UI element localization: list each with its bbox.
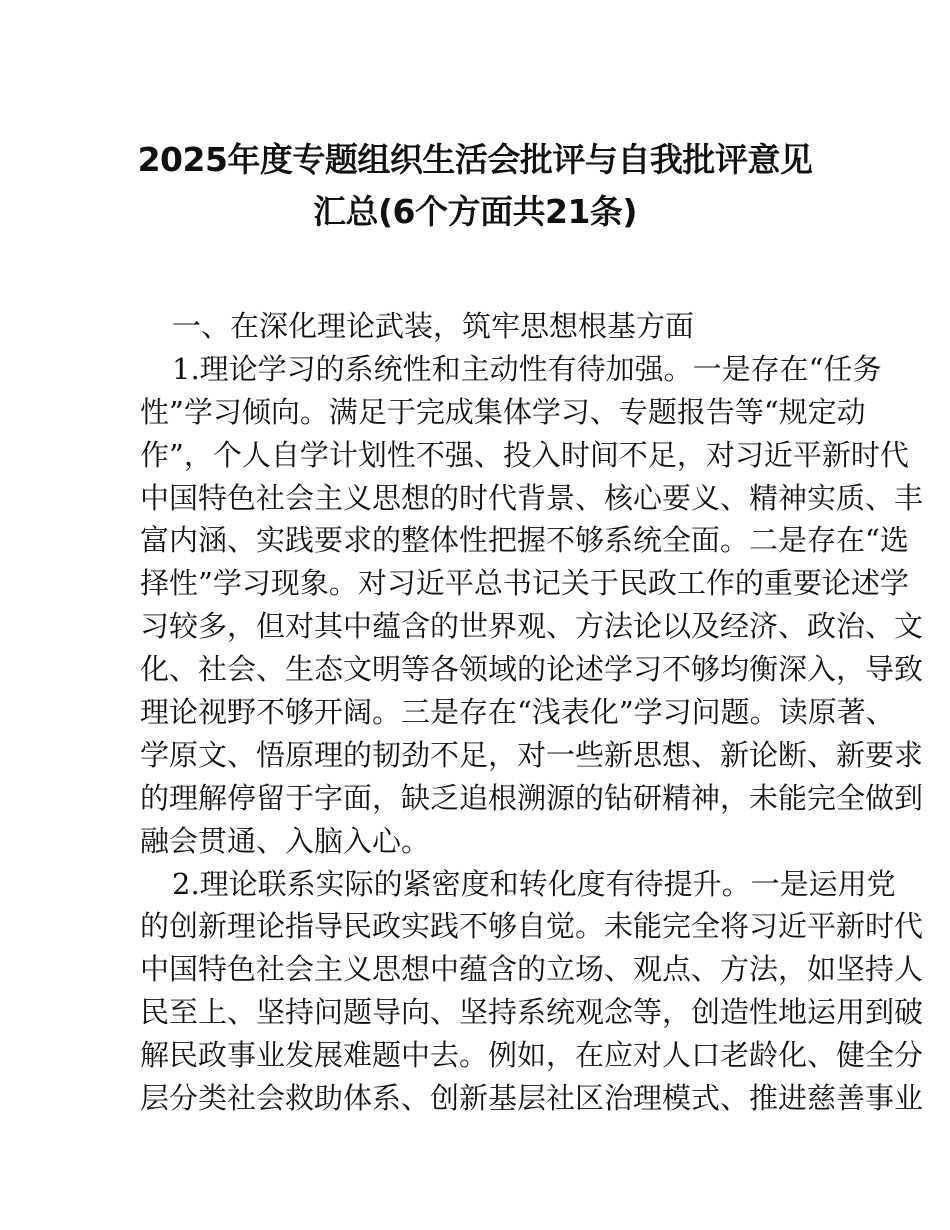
paragraph <box>140 348 924 863</box>
text-line: 的理解停留于字面，缺乏追根溯源的钻研精神，未能完全做到 <box>140 780 924 815</box>
text-line: 择性”学习现象。对习近平总书记关于民政工作的重要论述学 <box>140 566 909 601</box>
text-line: 层分类社会救助体系、创新基层社区治理模式、推进慈善事业 <box>140 1081 924 1116</box>
text-line: 2.理论联系实际的紧密度和转化度有待提升。一是运用党 <box>172 866 896 901</box>
text-line: 理论视野不够开阔。三是存在“浅表化”学习问题。读原著、 <box>140 695 895 730</box>
paragraph <box>140 863 924 1120</box>
text-line: 中国特色社会主义思想的时代背景、核心要义、精神实质、丰 <box>140 480 924 515</box>
text-line: 作”，个人自学计划性不强、投入时间不足，对习近平新时代 <box>140 437 909 472</box>
section-heading <box>140 305 810 348</box>
text-line: 化、社会、生态文明等各领域的论述学习不够均衡深入，导致 <box>140 652 924 687</box>
text-line: 性”学习倾向。满足于完成集体学习、专题报告等“规定动 <box>140 394 866 429</box>
text-line: 解民政事业发展难题中去。例如，在应对人口老龄化、健全分 <box>140 1038 924 1073</box>
text-line: 的创新理论指导民政实践不够自觉。未能完全将习近平新时代 <box>140 909 924 944</box>
text-line: 富内涵、实践要求的整体性把握不够系统全面。二是存在“选 <box>140 523 909 558</box>
document-title-line-1: 2025年度专题组织生活会批评与自我批评意见 <box>137 140 813 179</box>
text-line: 民至上、坚持问题导向、坚持系统观念等，创造性地运用到破 <box>140 995 924 1030</box>
text-line: 习较多，但对其中蕴含的世界观、方法论以及经济、政治、文 <box>140 609 924 644</box>
text-line: 学原文、悟原理的韧劲不足，对一些新思想、新论断、新要求 <box>140 737 924 772</box>
document-title-line-2: 汇总(6个方面共21条) <box>312 192 638 231</box>
text-line: 融会贯通、入脑入心。 <box>140 823 431 858</box>
document-body <box>140 305 924 1120</box>
text-line: 中国特色社会主义思想中蕴含的立场、观点、方法，如坚持人 <box>140 952 924 987</box>
text-line: 1.理论学习的系统性和主动性有待加强。一是存在“任务 <box>172 351 882 386</box>
text-line: 一、在深化理论武装，筑牢思想根基方面 <box>172 309 695 343</box>
